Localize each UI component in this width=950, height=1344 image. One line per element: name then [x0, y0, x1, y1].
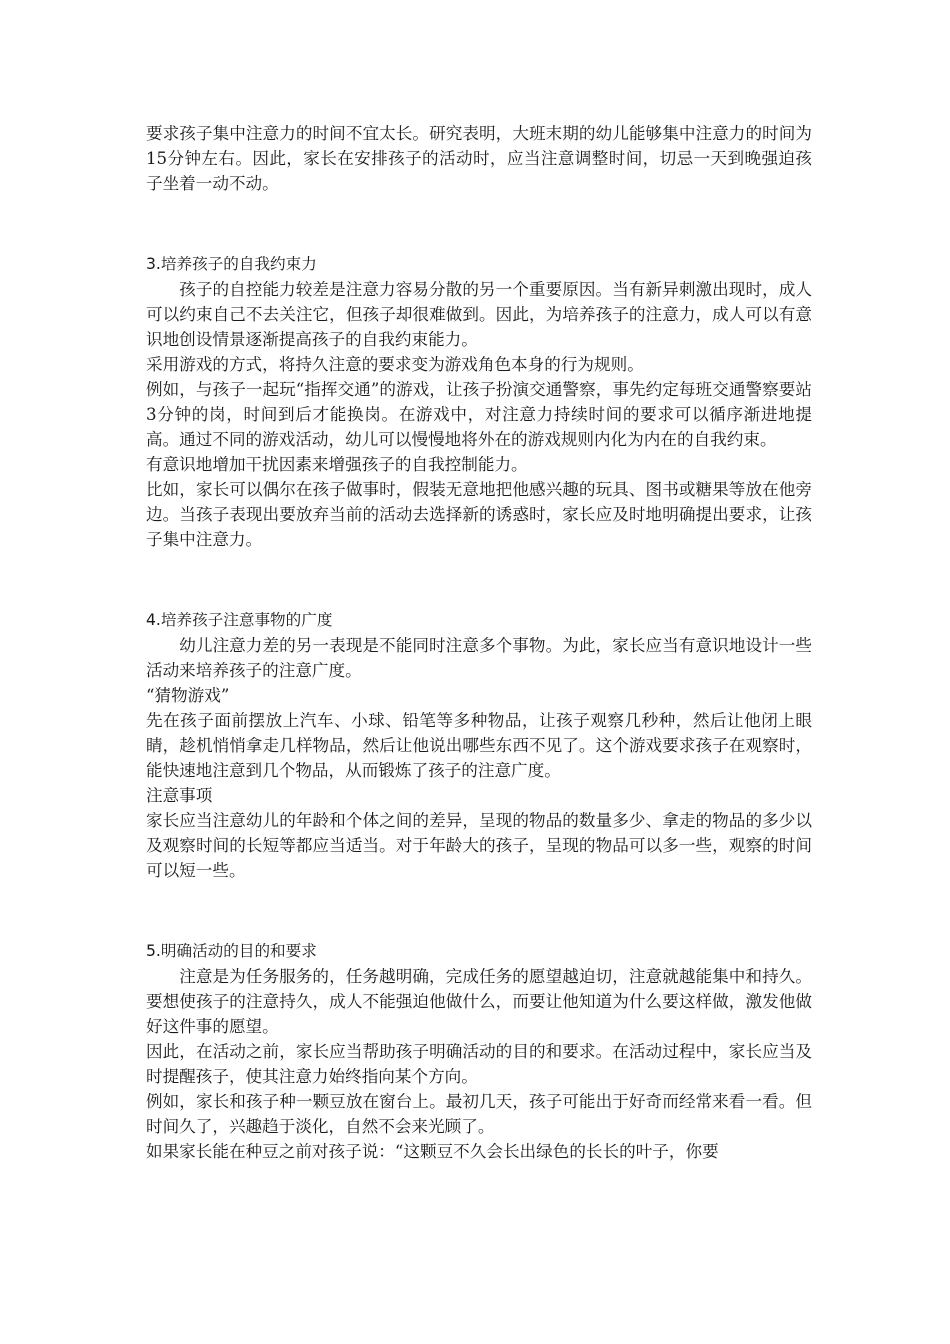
document-body [146, 121, 812, 1164]
body-paragraph: 采用游戏的方式，将持久注意的要求变为游戏角色本身的行为规则。 [146, 355, 644, 374]
body-paragraph: 有意识地增加干扰因素来增强孩子的自我控制能力。 [146, 455, 528, 474]
section-spacer [146, 883, 812, 939]
body-paragraph: 注意事项 [146, 786, 213, 805]
body-paragraph: “猜物游戏” [146, 686, 230, 705]
section-heading: 5.明确活动的目的和要求 [146, 942, 317, 960]
body-paragraph: 家长应当注意幼儿的年龄和个体之间的差异，呈现的物品的数量多少、拿走的物品的多少以及观察时间的长短等都应当适当。对于年龄大的孩子，呈现的物品可以多一些，观察的时间可以短一些。 [146, 811, 812, 880]
body-paragraph: 注意是为任务服务的，任务越明确，完成任务的愿望越迫切，注意就越能集中和持久。要想使孩子的注意持久，成人不能强迫他做什么，而要让他知道为什么要这样做，激发他做好这件事的愿望。 [146, 967, 812, 1036]
body-paragraph: 比如，家长可以偶尔在孩子做事时，假装无意地把他感兴趣的玩具、图书或糖果等放在他旁边。当孩子表现出要放弃当前的活动去选择新的诱惑时，家长应及时地明确提出要求，让孩子集中注意力。 [146, 480, 812, 549]
section-heading: 4.培养孩子注意事物的广度 [146, 611, 333, 629]
section-attention-breadth [146, 608, 812, 883]
body-paragraph: 例如，与孩子一起玩“指挥交通”的游戏，让孩子扮演交通警察，事先约定每班交通警察要站3分钟的岗，时间到后才能换岗。在游戏中，对注意力持续时间的要求可以循序渐进地提高。通过不同的游戏活动，幼儿可以慢慢地将外在的游戏规则内化为内在的自我约束。 [146, 380, 812, 449]
intro-paragraph: 要求孩子集中注意力的时间不宜太长。研究表明，大班末期的幼儿能够集中注意力的时间为15分钟左右。因此，家长在安排孩子的活动时，应当注意调整时间，切忌一天到晚强迫孩子坐着一动不动。 [146, 124, 812, 193]
section-spacer [146, 552, 812, 608]
body-paragraph: 孩子的自控能力较差是注意力容易分散的另一个重要原因。当有新异刺激出现时，成人可以约束自己不去关注它，但孩子却很难做到。因此，为培养孩子的注意力，成人可以有意识地创设情景逐渐提高孩子的自我约束能力。 [146, 280, 812, 349]
body-paragraph: 因此，在活动之前，家长应当帮助孩子明确活动的目的和要求。在活动过程中，家长应当及时提醒孩子，使其注意力始终指向某个方向。 [146, 1042, 812, 1086]
body-paragraph: 例如，家长和孩子种一颗豆放在窗台上。最初几天，孩子可能出于好奇而经常来看一看。但时间久了，兴趣趋于淡化，自然不会来光顾了。 [146, 1092, 812, 1136]
section-self-discipline [146, 252, 812, 552]
section-activity-goals [146, 939, 812, 1164]
body-paragraph: 如果家长能在种豆之前对孩子说：“这颗豆不久会长出绿色的长长的叶子，你要 [146, 1142, 719, 1161]
body-paragraph: 先在孩子面前摆放上汽车、小球、铅笔等多种物品，让孩子观察几秒种，然后让他闭上眼睛，趁机悄悄拿走几样物品，然后让他说出哪些东西不见了。这个游戏要求孩子在观察时，能快速地注意到几个物品，从而锻炼了孩子的注意广度。 [146, 711, 812, 780]
body-paragraph: 幼儿注意力差的另一表现是不能同时注意多个事物。为此，家长应当有意识地设计一些活动来培养孩子的注意广度。 [146, 636, 812, 680]
section-spacer [146, 196, 812, 252]
section-heading: 3.培养孩子的自我约束力 [146, 255, 317, 273]
